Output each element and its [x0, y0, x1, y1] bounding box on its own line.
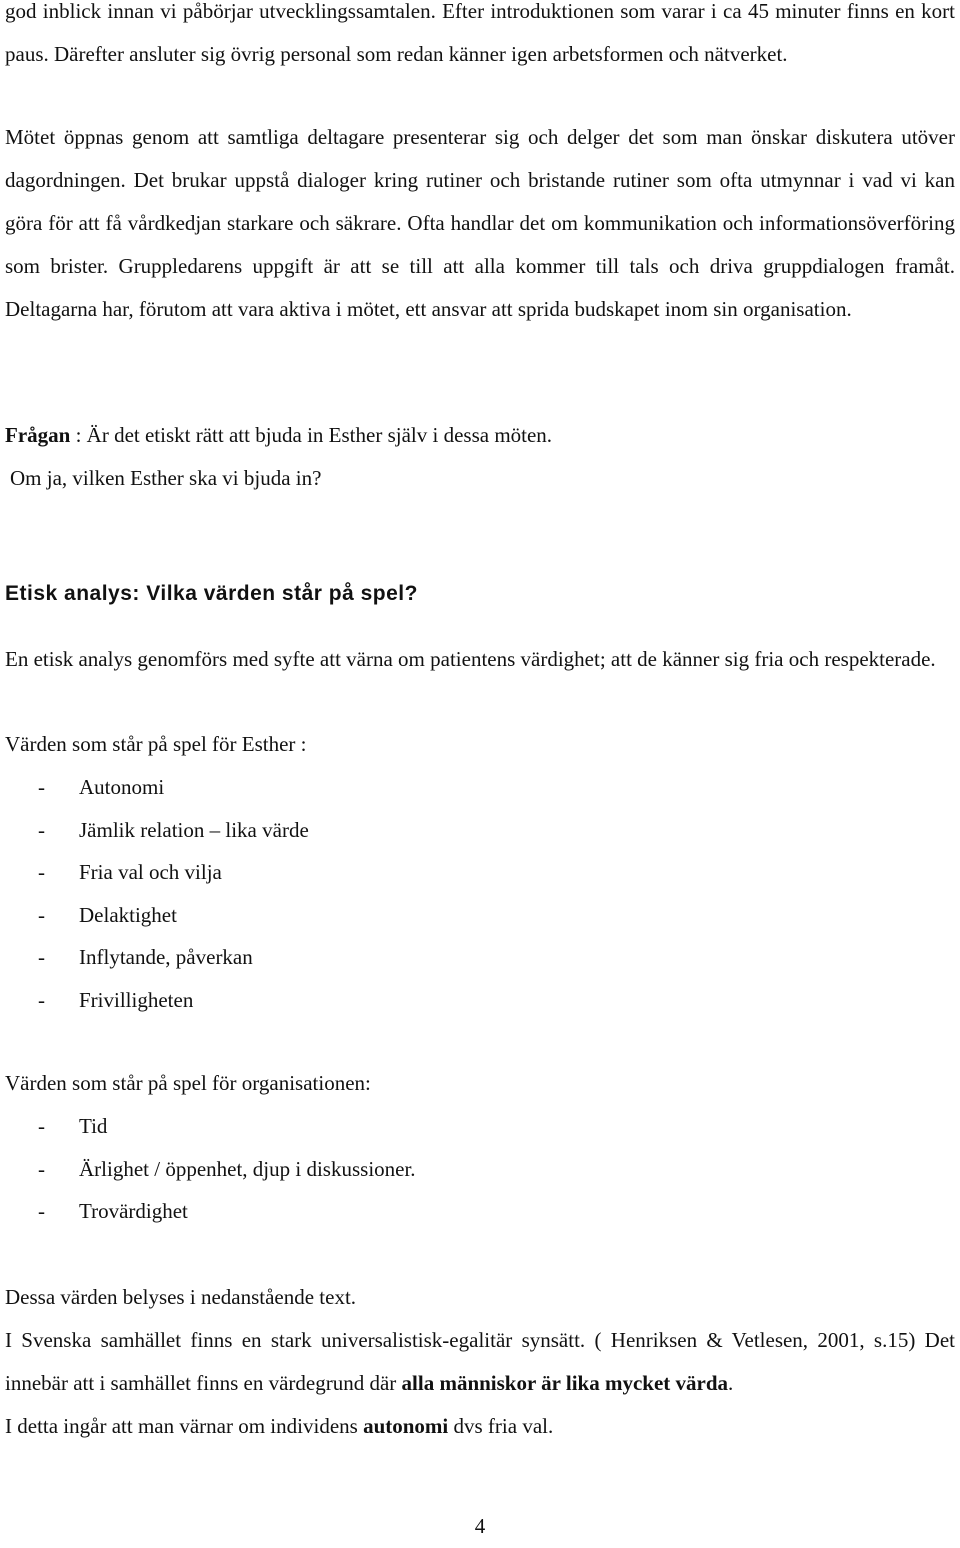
question-followup: Om ja, vilken Esther ska vi bjuda in? [10, 466, 322, 490]
analysis-purpose: En etisk analys genomförs med syfte att värna om patientens värdighet; att de känner sig fria och respekterade. [5, 647, 936, 671]
esther-value-item-text: Fria val och vilja [79, 860, 222, 884]
dash-bullet: - [38, 1114, 45, 1138]
autonomy-paragraph [5, 1405, 955, 1448]
org-value-item-text: Tid [79, 1114, 108, 1138]
org-value-item-text: Ärlighet / öppenhet, djup i diskussioner. [79, 1156, 416, 1181]
dash-bullet: - [38, 1199, 45, 1223]
esther-value-item-text: Frivilligheten [79, 987, 194, 1012]
page-number: 4 [474, 1514, 486, 1538]
esther-values-list [5, 766, 955, 1021]
closing-text: I Svenska samhället finns en stark universalistisk-egalitär synsätt. ( Henriksen & Vetlesen, 2001, s.15) Det innebär att i samhället finns en värdegrund där [5, 1328, 955, 1395]
esther-value-item [5, 894, 955, 937]
dash-bullet: - [38, 817, 45, 842]
esther-value-item [5, 851, 955, 894]
esther-value-item-text: Inflytande, påverkan [79, 945, 253, 969]
org-values-list [5, 1105, 955, 1233]
org-value-item [5, 1148, 955, 1191]
esther-value-item-text: Autonomi [79, 775, 165, 799]
dash-bullet: - [38, 945, 45, 969]
esther-value-item [5, 809, 955, 852]
esther-value-item [5, 936, 955, 979]
closing-period: . [728, 1371, 734, 1395]
dash-bullet: - [38, 987, 45, 1012]
esther-values-label: Värden som står på spel för Esther : [5, 732, 307, 756]
question-label: Frågan [5, 423, 71, 447]
closing-line: Dessa värden belyses i nedanstående text. [5, 1285, 357, 1309]
esther-value-item [5, 766, 955, 809]
paragraph-intro: god inblick innan vi påbörjar utvecklingssamtalen. Efter introduktionen som varar i ca 45 minuter finns en kort paus. Därefter ansluter sig övrig personal som redan känner igen arbetsformen och nätverket. [5, 0, 955, 66]
autonomy-text: I detta ingår att man värnar om individens [5, 1414, 364, 1438]
org-value-item-text: Trovärdighet [79, 1199, 188, 1223]
dash-bullet: - [38, 775, 45, 799]
question-text: : Är det etiskt rätt att bjuda in Esther själv i dessa möten. [70, 423, 553, 447]
autonomy-text-end: dvs fria val. [448, 1414, 554, 1438]
question-line [5, 414, 955, 457]
dash-bullet: - [38, 902, 45, 927]
org-value-item [5, 1105, 955, 1148]
dash-bullet: - [38, 1156, 45, 1181]
esther-value-item-text: Delaktighet [79, 902, 177, 927]
closing-paragraph [5, 1319, 955, 1405]
org-value-item [5, 1190, 955, 1233]
org-values-label: Värden som står på spel för organisationen: [5, 1071, 371, 1095]
paragraph-meeting: Mötet öppnas genom att samtliga deltagare presenterar sig och delger det som man önskar diskutera utöver dagordningen. Det brukar uppstå dialoger kring rutiner och bristande rutiner som ofta utmynnar i vad vi kan göra för att få vårdkedjan starkare och säkrare. Ofta handlar det om kommunikation och informationsöverföring som brister. Gruppledarens uppgift är att se till att alla kommer till tals och driva gruppdialogen framåt. Deltagarna har, förutom att vara aktiva i mötet, ett ansvar att sprida budskapet inom sin organisation. [5, 125, 955, 321]
esther-value-item-text: Jämlik relation – lika värde [79, 817, 309, 842]
autonomy-emphasis: autonomi [363, 1414, 449, 1438]
closing-emphasis: alla människor är lika mycket värda [401, 1371, 729, 1395]
dash-bullet: - [38, 860, 45, 884]
esther-value-item [5, 979, 955, 1022]
section-heading: Etisk analys: Vilka värden står på spel? [5, 582, 418, 605]
